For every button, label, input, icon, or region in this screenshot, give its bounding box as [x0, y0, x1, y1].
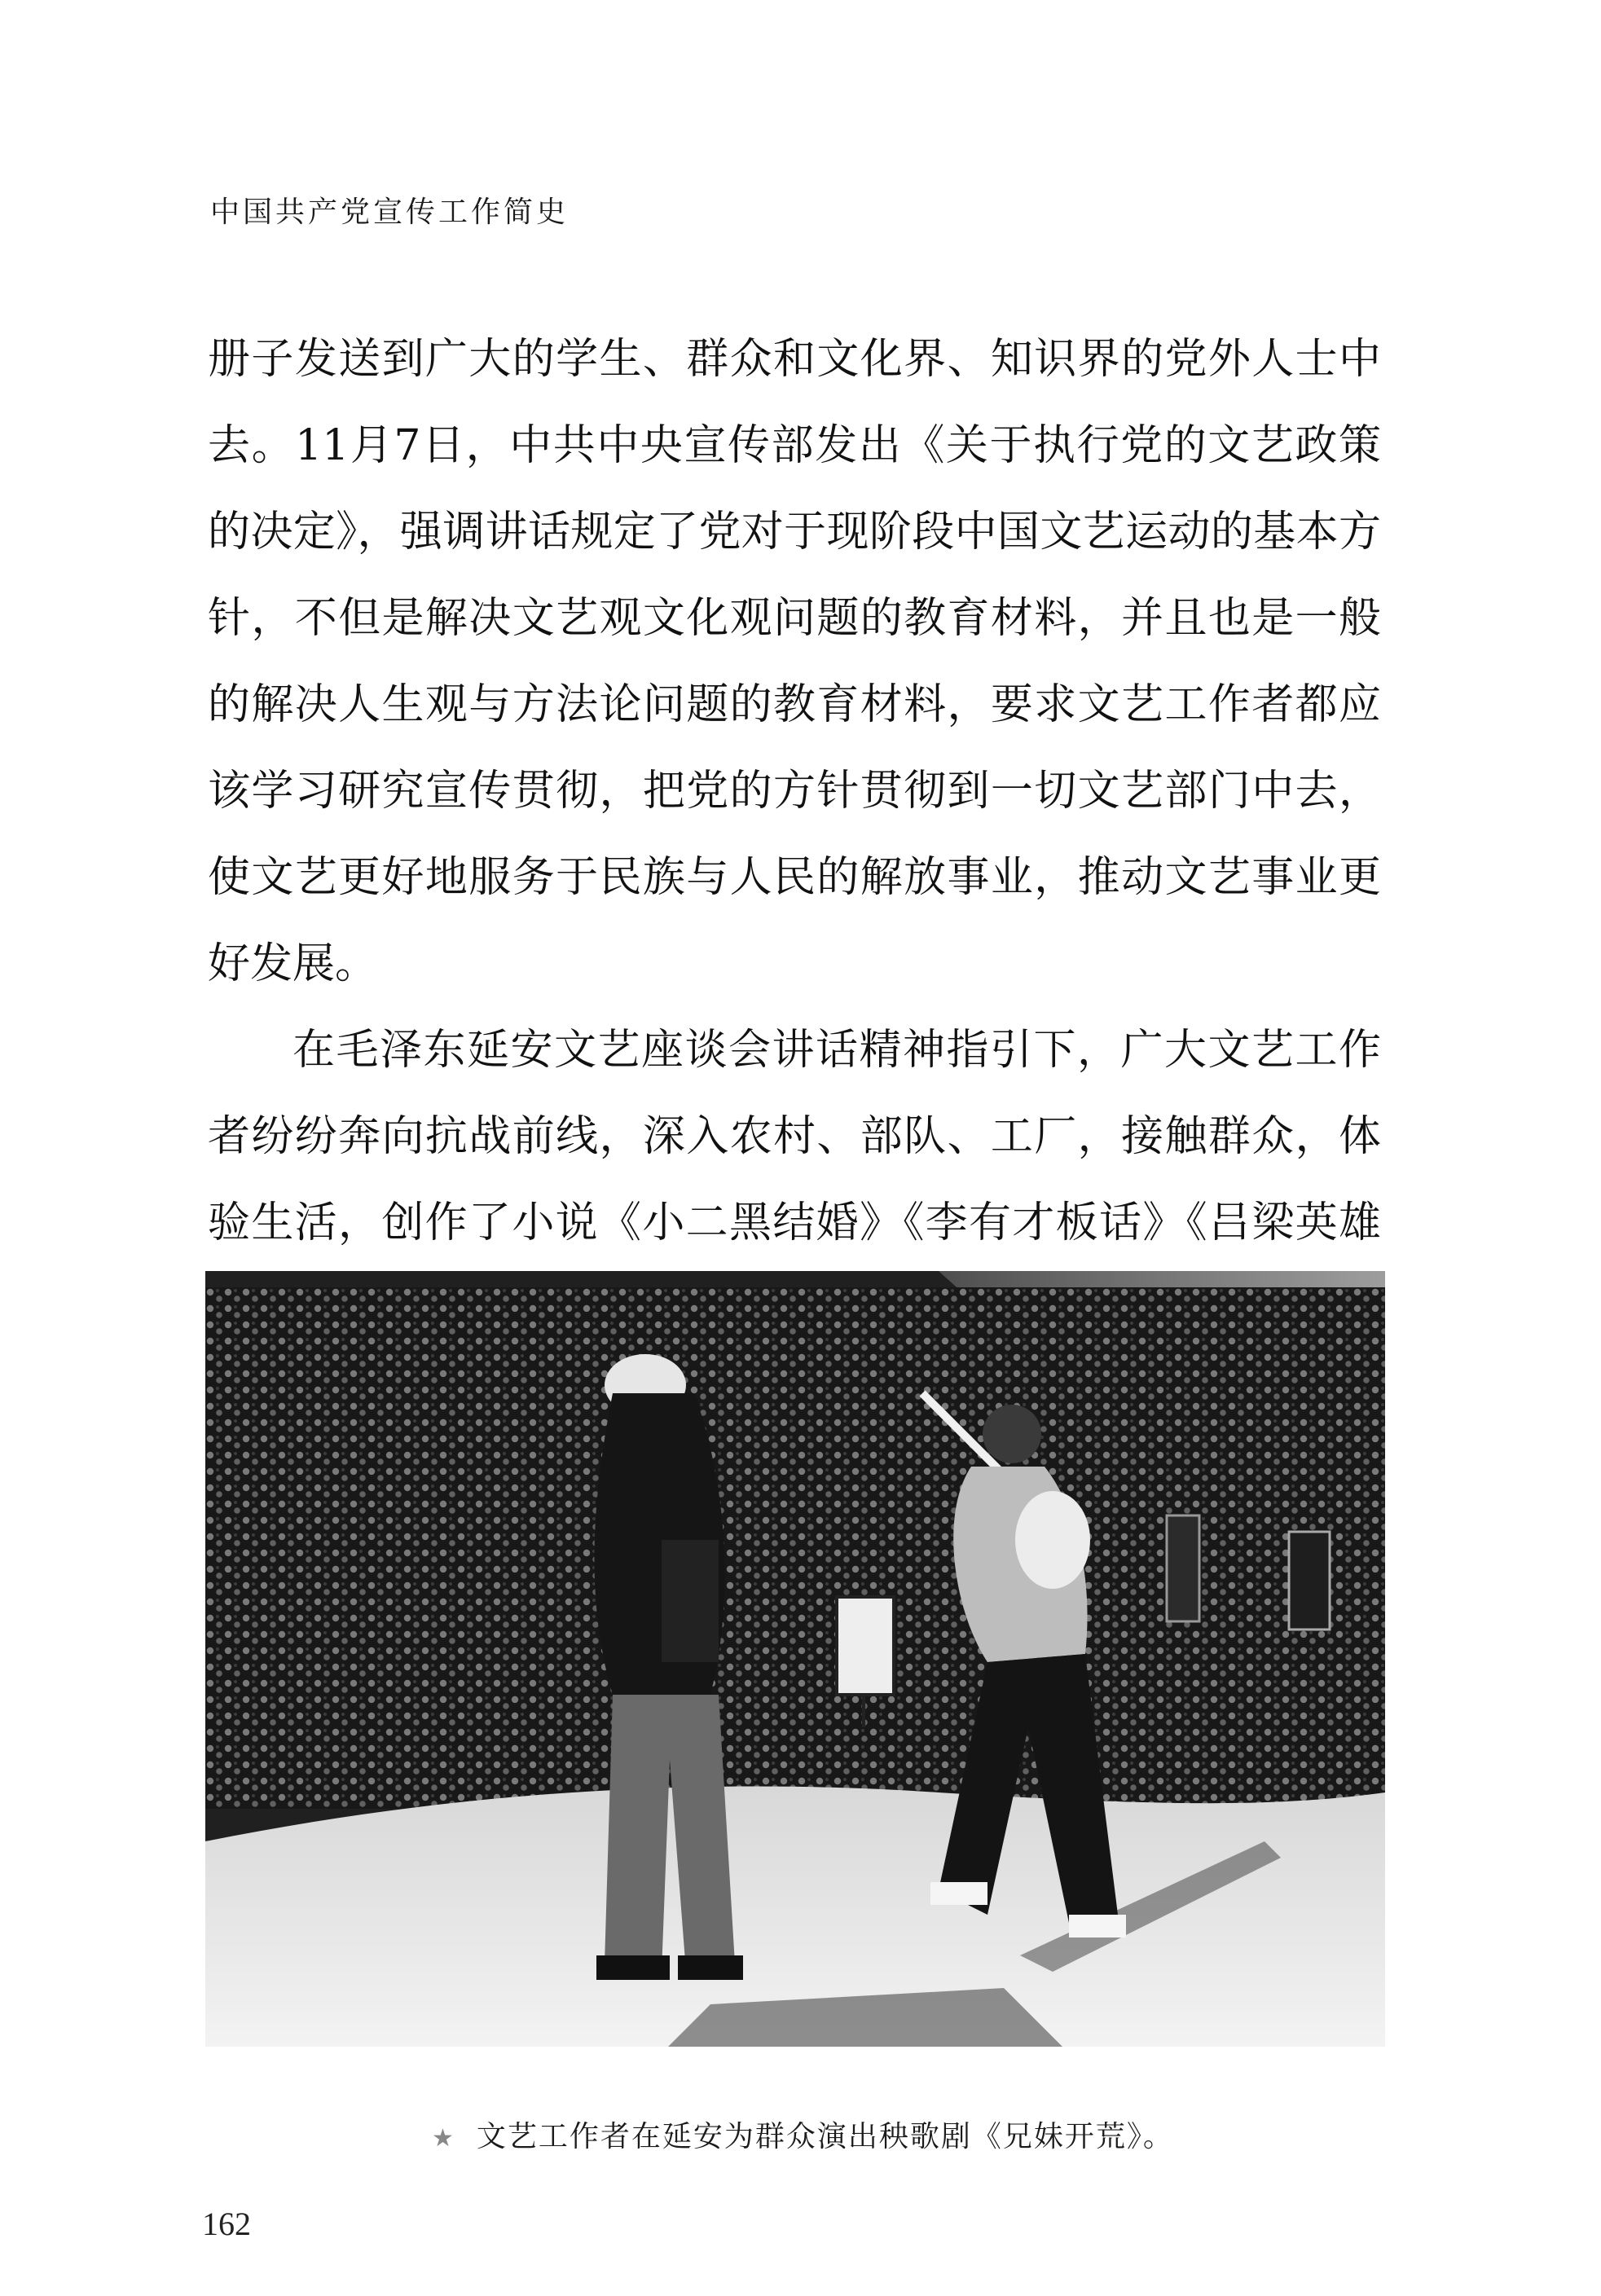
figure-caption	[432, 2113, 1174, 2155]
paragraph-2: 在毛泽东延安文艺座谈会讲话精神指引下，广大文艺工作者纷纷奔向抗战前线，深入农村、部队、工厂，接触群众，体验生活，创作了小说《小二黑结婚》《李有才板话》《吕梁英雄	[208, 1026, 1381, 1247]
performance-photo-image	[205, 1271, 1385, 2047]
caption-text: 文艺工作者在延安为群众演出秧歌剧《兄妹开荒》。	[476, 2120, 1174, 2153]
paragraph-1: 册子发送到广大的学生、群众和文化界、知识界的党外人士中去。11月7日，中共中央宣传部发出《关于执行党的文艺政策的决定》，强调讲话规定了党对于现阶段中国文艺运动的基本方针，不但是解决文艺观文化观问题的教育材料，并且也是一般的解决人生观与方法论问题的教育材料，要求文艺工作者都应该学习研究宣传贯彻，把党的方针贯彻到一切文艺部门中去，使文艺更好地服务于民族与人民的解放事业，推动文艺事业更好发展。	[208, 335, 1381, 988]
caption-star-icon: ★	[432, 2124, 455, 2153]
running-header: 中国共产党宣传工作简史	[210, 196, 570, 229]
page-number: 162	[202, 2206, 251, 2242]
performance-photo	[205, 1271, 1385, 2047]
